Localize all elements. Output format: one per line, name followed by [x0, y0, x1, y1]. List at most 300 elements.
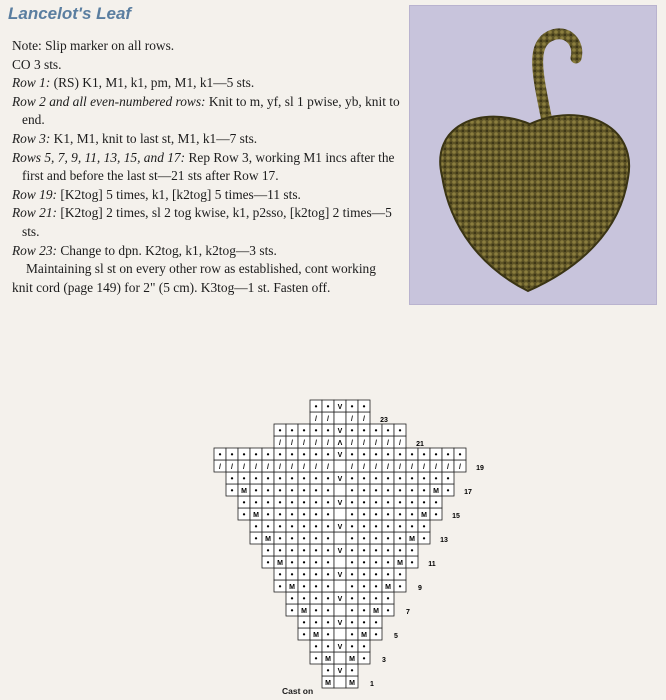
- chart-symbol: •: [326, 498, 330, 507]
- chart-symbol: •: [386, 606, 390, 615]
- chart-symbol: •: [350, 630, 354, 639]
- chart-symbol: M: [373, 608, 379, 615]
- chart-cell: [334, 484, 346, 496]
- chart-symbol: •: [290, 522, 294, 531]
- chart-symbol: /: [315, 464, 317, 471]
- chart-symbol: •: [362, 522, 366, 531]
- chart-symbol: M: [385, 584, 391, 591]
- chart-symbol: •: [374, 426, 378, 435]
- chart-symbol: •: [290, 570, 294, 579]
- rows-5-17-instruction: Rows 5, 7, 9, 11, 13, 15, and 17: Rep Row 3, working M1 incs after the first and before the last st—21 sts after Row 17.: [12, 149, 395, 184]
- chart-row-number: 17: [464, 489, 472, 496]
- row-3-instruction: Row 3: K1, M1, knit to last st, M1, k1—7 sts.: [12, 130, 258, 146]
- chart-symbol: •: [314, 486, 318, 495]
- chart-row-number: 3: [382, 657, 386, 664]
- chart-symbol: •: [350, 402, 354, 411]
- cast-on-label: Cast on: [282, 686, 314, 696]
- chart-symbol: /: [459, 464, 461, 471]
- chart-symbol: •: [398, 582, 402, 591]
- chart-symbol: /: [327, 440, 329, 447]
- chart-symbol: •: [302, 558, 306, 567]
- chart-symbol: M: [433, 488, 439, 495]
- leaf-stem: [538, 34, 577, 126]
- chart-symbol: •: [422, 498, 426, 507]
- chart-symbol: /: [411, 464, 413, 471]
- chart-symbol: •: [374, 522, 378, 531]
- chart-symbol: •: [398, 426, 402, 435]
- chart-symbol: •: [350, 426, 354, 435]
- chart-symbol: •: [374, 486, 378, 495]
- chart-symbol: /: [315, 416, 317, 423]
- chart-symbol: •: [434, 498, 438, 507]
- chart-symbol: •: [458, 450, 462, 459]
- chart-symbol: V: [337, 644, 343, 651]
- chart-symbol: •: [410, 498, 414, 507]
- chart-symbol: •: [386, 570, 390, 579]
- chart-symbol: •: [422, 522, 426, 531]
- chart-symbol: •: [314, 618, 318, 627]
- chart-symbol: M: [325, 656, 331, 663]
- chart-symbol: /: [279, 464, 281, 471]
- chart-row-number: 19: [476, 465, 484, 472]
- chart-symbol: •: [362, 426, 366, 435]
- knitting-chart: [210, 402, 484, 693]
- row-19-instruction: Row 19: [K2tog] 5 times, k1, [k2tog] 5 times—11 sts.: [12, 186, 301, 202]
- chart-symbol: /: [351, 464, 353, 471]
- chart-symbol: •: [386, 426, 390, 435]
- chart-symbol: /: [387, 464, 389, 471]
- chart-symbol: •: [374, 498, 378, 507]
- chart-row-number: 9: [418, 585, 422, 592]
- chart-symbol: M: [241, 488, 247, 495]
- chart-symbol: •: [326, 402, 330, 411]
- chart-symbol: •: [326, 510, 330, 519]
- chart-symbol: •: [398, 510, 402, 519]
- chart-symbol: •: [278, 522, 282, 531]
- chart-symbol: •: [386, 498, 390, 507]
- chart-symbol: •: [290, 534, 294, 543]
- chart-symbol: •: [398, 534, 402, 543]
- chart-symbol: •: [218, 450, 222, 459]
- chart-symbol: •: [302, 498, 306, 507]
- chart-symbol: •: [398, 498, 402, 507]
- chart-symbol: •: [434, 450, 438, 459]
- chart-symbol: •: [314, 510, 318, 519]
- chart-symbol: •: [374, 594, 378, 603]
- chart-symbol: V: [337, 548, 343, 555]
- chart-symbol: •: [278, 510, 282, 519]
- chart-symbol: M: [349, 656, 355, 663]
- chart-symbol: •: [314, 426, 318, 435]
- chart-row-number: 11: [428, 561, 436, 568]
- chart-symbol: •: [254, 450, 258, 459]
- row-1-instruction: Row 1: (RS) K1, M1, k1, pm, M1, k1—5 sts.: [12, 75, 255, 91]
- chart-cell: [334, 628, 346, 640]
- chart-symbol: •: [326, 594, 330, 603]
- chart-symbol: /: [399, 464, 401, 471]
- chart-row-number: 13: [440, 537, 448, 544]
- chart-symbol: •: [326, 522, 330, 531]
- chart-symbol: •: [350, 486, 354, 495]
- chart-symbol: •: [242, 450, 246, 459]
- chart-symbol: •: [326, 630, 330, 639]
- chart-symbol: •: [350, 522, 354, 531]
- chart-symbol: M: [289, 584, 295, 591]
- chart-symbol: •: [302, 618, 306, 627]
- chart-symbol: /: [363, 440, 365, 447]
- chart-symbol: •: [290, 450, 294, 459]
- chart-symbol: •: [362, 582, 366, 591]
- chart-symbol: •: [242, 474, 246, 483]
- chart-symbol: •: [350, 618, 354, 627]
- chart-symbol: •: [302, 594, 306, 603]
- chart-symbol: M: [301, 608, 307, 615]
- chart-symbol: •: [398, 474, 402, 483]
- chart-symbol: •: [386, 558, 390, 567]
- chart-symbol: •: [434, 510, 438, 519]
- chart-symbol: •: [362, 606, 366, 615]
- chart-symbol: •: [326, 606, 330, 615]
- chart-symbol: •: [290, 606, 294, 615]
- chart-symbol: M: [421, 512, 427, 519]
- chart-symbol: •: [326, 642, 330, 651]
- chart-symbol: •: [266, 486, 270, 495]
- chart-symbol: •: [326, 582, 330, 591]
- chart-symbol: •: [326, 558, 330, 567]
- chart-symbol: •: [254, 498, 258, 507]
- chart-symbol: /: [267, 464, 269, 471]
- chart-symbol: •: [350, 510, 354, 519]
- chart-symbol: •: [362, 546, 366, 555]
- chart-symbol: •: [362, 450, 366, 459]
- chart-symbol: •: [374, 510, 378, 519]
- chart-symbol: M: [265, 536, 271, 543]
- chart-symbol: /: [291, 464, 293, 471]
- chart-symbol: •: [374, 582, 378, 591]
- chart-symbol: •: [278, 486, 282, 495]
- chart-symbol: •: [350, 666, 354, 675]
- chart-symbol: •: [350, 534, 354, 543]
- chart-symbol: •: [362, 642, 366, 651]
- chart-symbol: •: [362, 486, 366, 495]
- chart-symbol: V: [337, 668, 343, 675]
- chart-symbol: •: [290, 546, 294, 555]
- chart-symbol: •: [326, 534, 330, 543]
- chart-symbol: /: [279, 440, 281, 447]
- chart-symbol: V: [337, 524, 343, 531]
- chart-symbol: •: [266, 558, 270, 567]
- chart-symbol: •: [350, 450, 354, 459]
- chart-symbol: •: [314, 642, 318, 651]
- chart-symbol: •: [326, 666, 330, 675]
- chart-row-number: 7: [406, 609, 410, 616]
- chart-symbol: /: [435, 464, 437, 471]
- chart-row-number: 15: [452, 513, 460, 520]
- chart-symbol: •: [386, 522, 390, 531]
- chart-symbol: •: [386, 546, 390, 555]
- chart-symbol: •: [410, 522, 414, 531]
- chart-symbol: •: [362, 510, 366, 519]
- chart-symbol: /: [363, 416, 365, 423]
- chart-symbol: •: [422, 474, 426, 483]
- chart-row-number: 21: [416, 441, 424, 448]
- chart-symbol: •: [278, 570, 282, 579]
- leaf-illustration: [410, 6, 656, 304]
- pattern-instructions: [12, 37, 400, 297]
- chart-symbol: M: [253, 512, 259, 519]
- chart-symbol: •: [386, 594, 390, 603]
- chart-symbol: •: [314, 558, 318, 567]
- chart-symbol: •: [302, 474, 306, 483]
- chart-symbol: •: [350, 594, 354, 603]
- chart-symbol: •: [398, 546, 402, 555]
- leaf-photo: [409, 5, 657, 305]
- chart-symbol: •: [398, 486, 402, 495]
- chart-symbol: •: [302, 630, 306, 639]
- chart-symbol: •: [242, 498, 246, 507]
- chart-symbol: /: [219, 464, 221, 471]
- chart-symbol: M: [409, 536, 415, 543]
- chart-symbol: •: [278, 498, 282, 507]
- chart-symbol: •: [374, 534, 378, 543]
- chart-symbol: •: [350, 498, 354, 507]
- chart-symbol: /: [447, 464, 449, 471]
- chart-symbol: •: [362, 618, 366, 627]
- chart-symbol: •: [314, 546, 318, 555]
- chart-symbol: V: [337, 476, 343, 483]
- chart-symbol: •: [386, 450, 390, 459]
- chart-symbol: •: [278, 426, 282, 435]
- chart-symbol: /: [351, 416, 353, 423]
- cast-on-line: CO 3 sts.: [12, 56, 62, 72]
- chart-symbol: •: [374, 546, 378, 555]
- chart-symbol: •: [398, 522, 402, 531]
- chart-symbol: •: [326, 486, 330, 495]
- chart-symbol: •: [446, 450, 450, 459]
- chart-symbol: •: [266, 546, 270, 555]
- chart-symbol: •: [254, 534, 258, 543]
- chart-cell: [334, 508, 346, 520]
- row-23-instruction: Row 23: Change to dpn. K2tog, k1, k2tog—3 sts.: [12, 242, 277, 258]
- chart-symbol: /: [363, 464, 365, 471]
- chart-symbol: •: [446, 486, 450, 495]
- chart-symbol: •: [326, 426, 330, 435]
- chart-symbol: •: [314, 606, 318, 615]
- chart-symbol: •: [290, 474, 294, 483]
- chart-symbol: •: [278, 450, 282, 459]
- chart-symbol: •: [374, 450, 378, 459]
- chart-symbol: •: [314, 594, 318, 603]
- chart-symbol: •: [362, 570, 366, 579]
- chart-symbol: /: [423, 464, 425, 471]
- chart-symbol: •: [314, 474, 318, 483]
- chart-symbol: •: [410, 486, 414, 495]
- chart-symbol: M: [349, 680, 355, 687]
- chart-symbol: •: [446, 474, 450, 483]
- chart-symbol: •: [290, 498, 294, 507]
- chart-symbol: •: [410, 510, 414, 519]
- chart-symbol: •: [350, 582, 354, 591]
- chart-symbol: Λ: [337, 440, 343, 447]
- chart-symbol: •: [362, 594, 366, 603]
- chart-symbol: •: [326, 474, 330, 483]
- chart-symbol: V: [337, 500, 343, 507]
- chart-symbol: •: [350, 642, 354, 651]
- chart-symbol: •: [278, 582, 282, 591]
- chart-symbol: /: [231, 464, 233, 471]
- chart-symbol: •: [374, 630, 378, 639]
- chart-symbol: •: [422, 486, 426, 495]
- chart-cell: [334, 460, 346, 472]
- chart-cell: [334, 556, 346, 568]
- chart-symbol: •: [314, 654, 318, 663]
- chart-symbol: /: [375, 440, 377, 447]
- chart-cell: [334, 532, 346, 544]
- chart-symbol: •: [326, 618, 330, 627]
- chart-symbol: •: [434, 474, 438, 483]
- chart-symbol: •: [242, 510, 246, 519]
- chart-symbol: /: [399, 440, 401, 447]
- chart-symbol: •: [278, 474, 282, 483]
- chart-symbol: /: [255, 464, 257, 471]
- chart-symbol: •: [302, 570, 306, 579]
- chart-symbol: /: [327, 464, 329, 471]
- chart-symbol: •: [302, 486, 306, 495]
- chart-symbol: V: [337, 404, 343, 411]
- chart-symbol: •: [302, 546, 306, 555]
- chart-symbol: •: [302, 450, 306, 459]
- chart-symbol: •: [230, 450, 234, 459]
- chart-symbol: V: [337, 572, 343, 579]
- chart-symbol: •: [362, 402, 366, 411]
- chart-symbol: •: [410, 450, 414, 459]
- chart-symbol: /: [291, 440, 293, 447]
- chart-symbol: •: [266, 498, 270, 507]
- chart-symbol: •: [290, 510, 294, 519]
- chart-cell: [334, 652, 346, 664]
- leaf-body: [440, 115, 629, 291]
- chart-symbol: M: [325, 680, 331, 687]
- chart-symbol: /: [327, 416, 329, 423]
- chart-symbol: •: [278, 534, 282, 543]
- chart-symbol: M: [361, 632, 367, 639]
- chart-symbol: •: [326, 570, 330, 579]
- chart-symbol: /: [375, 464, 377, 471]
- chart-symbol: •: [422, 450, 426, 459]
- chart-symbol: •: [254, 486, 258, 495]
- chart-symbol: V: [337, 452, 343, 459]
- chart-symbol: •: [362, 654, 366, 663]
- chart-symbol: M: [397, 560, 403, 567]
- chart-symbol: •: [386, 510, 390, 519]
- chart-row-number: 1: [370, 681, 374, 688]
- chart-cell: [334, 580, 346, 592]
- chart-symbol: •: [302, 510, 306, 519]
- pattern-title: Lancelot's Leaf: [8, 4, 132, 23]
- chart-symbol: •: [386, 474, 390, 483]
- chart-symbol: •: [314, 582, 318, 591]
- chart-symbol: V: [337, 596, 343, 603]
- chart-symbol: •: [266, 510, 270, 519]
- chart-symbol: •: [386, 486, 390, 495]
- row-2-instruction: Row 2 and all even-numbered rows: Knit to m, yf, sl 1 pwise, yb, knit to end.: [12, 93, 400, 128]
- chart-symbol: •: [386, 534, 390, 543]
- chart-symbol: •: [278, 546, 282, 555]
- chart-row-number: 5: [394, 633, 398, 640]
- chart-symbol: /: [243, 464, 245, 471]
- chart-symbol: •: [314, 402, 318, 411]
- chart-symbol: •: [266, 522, 270, 531]
- chart-symbol: •: [314, 450, 318, 459]
- chart-symbol: •: [374, 618, 378, 627]
- chart-symbol: •: [362, 474, 366, 483]
- chart-cell: [334, 676, 346, 688]
- chart-symbol: •: [422, 534, 426, 543]
- chart-symbol: •: [374, 570, 378, 579]
- chart-symbol: •: [230, 486, 234, 495]
- chart-symbol: •: [350, 570, 354, 579]
- chart-symbol: /: [387, 440, 389, 447]
- chart-symbol: •: [350, 546, 354, 555]
- chart-symbol: •: [314, 570, 318, 579]
- chart-symbol: •: [290, 486, 294, 495]
- chart-symbol: /: [303, 440, 305, 447]
- chart-symbol: •: [302, 582, 306, 591]
- chart-symbol: •: [302, 522, 306, 531]
- finishing-instruction: Maintaining sl st on every other row as established, cont working knit cord (page 149) for 2" (5 cm). K3tog—1 st. Fasten off.: [12, 261, 376, 295]
- chart-symbol: M: [313, 632, 319, 639]
- chart-symbol: •: [290, 594, 294, 603]
- chart-symbol: •: [290, 558, 294, 567]
- chart-symbol: /: [303, 464, 305, 471]
- chart-symbol: •: [398, 450, 402, 459]
- chart-symbol: •: [410, 474, 414, 483]
- chart-cell: [334, 412, 346, 424]
- note-line: Note: Slip marker on all rows.: [12, 38, 175, 53]
- chart-symbol: /: [315, 440, 317, 447]
- chart-symbol: •: [350, 474, 354, 483]
- chart-symbol: V: [337, 428, 343, 435]
- chart-symbol: •: [398, 570, 402, 579]
- chart-symbol: V: [337, 620, 343, 627]
- chart-cell: [334, 604, 346, 616]
- chart-symbol: •: [290, 426, 294, 435]
- chart-row-number: 23: [380, 417, 388, 424]
- chart-symbol: •: [302, 426, 306, 435]
- row-21-instruction: Row 21: [K2tog] 2 times, sl 2 tog kwise, k1, p2sso, [k2tog] 2 times—5 sts.: [12, 205, 392, 239]
- chart-symbol: •: [254, 522, 258, 531]
- chart-symbol: •: [362, 558, 366, 567]
- chart-symbol: •: [350, 606, 354, 615]
- chart-symbol: •: [266, 450, 270, 459]
- chart-symbol: •: [266, 474, 270, 483]
- chart-symbol: •: [230, 474, 234, 483]
- chart-symbol: •: [254, 474, 258, 483]
- chart-symbol: •: [374, 558, 378, 567]
- chart-symbol: M: [277, 560, 283, 567]
- chart-symbol: •: [314, 534, 318, 543]
- chart-symbol: •: [350, 558, 354, 567]
- chart-symbol: •: [314, 498, 318, 507]
- chart-grid: [210, 402, 484, 688]
- chart-symbol: •: [362, 498, 366, 507]
- chart-symbol: •: [326, 546, 330, 555]
- chart-symbol: •: [362, 534, 366, 543]
- chart-symbol: /: [351, 440, 353, 447]
- chart-symbol: •: [326, 450, 330, 459]
- chart-symbol: •: [410, 558, 414, 567]
- chart-symbol: •: [410, 546, 414, 555]
